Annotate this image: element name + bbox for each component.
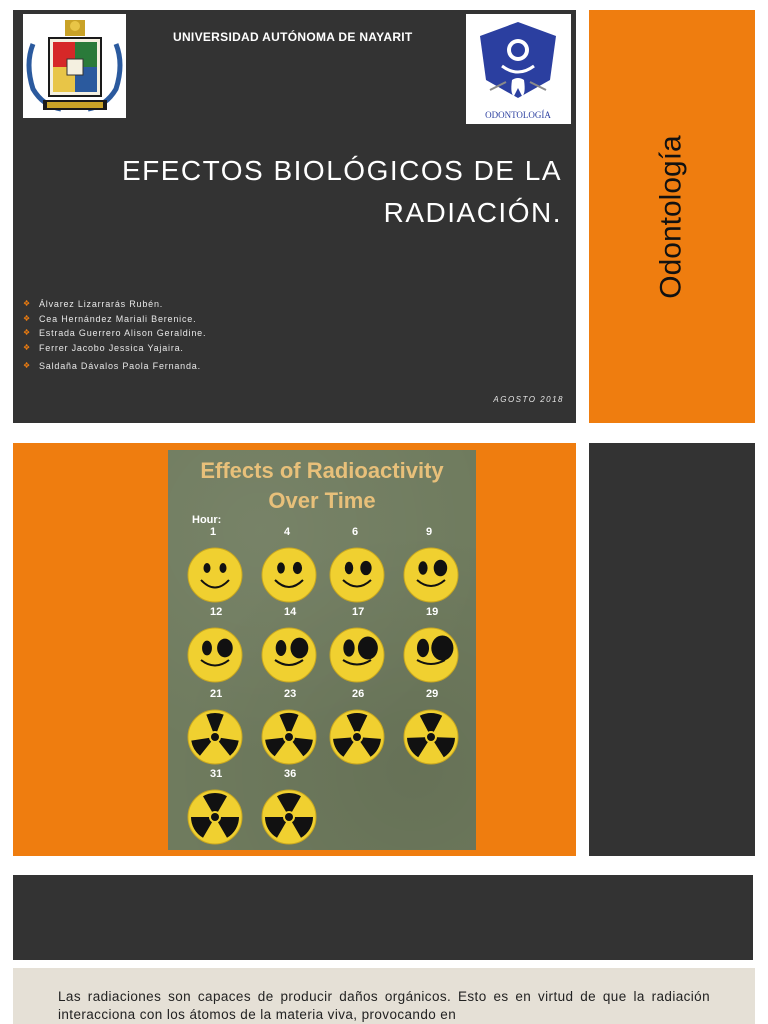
odontology-logo bbox=[466, 14, 571, 124]
trefoil-hub bbox=[353, 733, 361, 741]
side-dark-panel bbox=[589, 443, 755, 856]
hour-number: 21 bbox=[210, 688, 223, 700]
faces-grid bbox=[188, 526, 458, 844]
hour-label: Hour: bbox=[192, 514, 222, 526]
diamond-bullet-icon: ❖ bbox=[23, 299, 31, 309]
diamond-bullet-icon: ❖ bbox=[23, 328, 31, 338]
image-heading-line2: Over Time bbox=[268, 488, 376, 513]
face-eye bbox=[202, 641, 212, 656]
author-list-item bbox=[23, 326, 206, 341]
title-slide bbox=[13, 10, 576, 423]
hour-number: 19 bbox=[426, 606, 439, 618]
trefoil-hub bbox=[285, 813, 293, 821]
face-eye bbox=[360, 561, 371, 575]
diamond-bullet-icon: ❖ bbox=[23, 342, 31, 352]
face-eye bbox=[418, 561, 427, 575]
face-eye bbox=[343, 639, 354, 656]
trefoil-hub bbox=[427, 733, 435, 741]
hour-number: 14 bbox=[284, 606, 297, 618]
face-eye bbox=[417, 639, 429, 657]
diamond-bullet-icon: ❖ bbox=[23, 313, 31, 323]
author-name: Estrada Guerrero Alison Geraldine. bbox=[39, 328, 207, 339]
hour-number: 23 bbox=[284, 688, 297, 700]
author-name: Ferrer Jacobo Jessica Yajaira. bbox=[39, 342, 184, 353]
face-eye bbox=[431, 635, 453, 660]
paragraph-text: Las radiaciones son capaces de producir daños orgánicos. Esto es en virtud de que la radiación interacciona con los átomos de la materia viva, provocando en bbox=[58, 989, 710, 1022]
hour-number: 4 bbox=[284, 526, 291, 538]
face-eye bbox=[220, 563, 227, 573]
hour-number: 26 bbox=[352, 688, 365, 700]
trefoil-hub bbox=[285, 733, 293, 741]
smiley-face-icon bbox=[188, 628, 242, 682]
author-list-item bbox=[23, 297, 206, 312]
smiley-face-icon bbox=[404, 548, 458, 602]
face-eye bbox=[358, 637, 378, 660]
smiley-face-icon bbox=[330, 628, 384, 682]
image-heading-line1: Effects of Radioactivity bbox=[200, 458, 444, 483]
side-panel bbox=[589, 10, 755, 423]
diamond-bullet-icon: ❖ bbox=[23, 361, 31, 371]
author-name: Álvarez Lizarrarás Rubén. bbox=[39, 299, 164, 310]
face-eye bbox=[291, 638, 309, 659]
hour-number: 6 bbox=[352, 526, 359, 538]
bottom-dark-bar bbox=[13, 875, 753, 960]
odontology-logo-caption: ODONTOLOGÍA bbox=[485, 110, 551, 120]
university-name: UNIVERSIDAD AUTÓNOMA DE NAYARIT bbox=[173, 30, 413, 44]
hour-number: 12 bbox=[210, 606, 223, 618]
author-list-item bbox=[23, 341, 206, 356]
smiley-face-icon bbox=[262, 628, 316, 682]
radioactivity-effects-image bbox=[168, 450, 476, 850]
smiley-face-icon bbox=[262, 548, 316, 602]
presentation-title: EFECTOS BIOLÓGICOS DE LA RADIACIÓN. bbox=[121, 155, 562, 228]
hour-number: 1 bbox=[210, 526, 217, 538]
face-eye bbox=[217, 639, 233, 658]
author-name: Saldaña Dávalos Paola Fernanda. bbox=[39, 361, 201, 372]
hour-number: 17 bbox=[352, 606, 365, 618]
face-eye bbox=[345, 562, 353, 574]
trefoil-hub bbox=[211, 813, 219, 821]
author-list-item bbox=[23, 312, 206, 327]
trefoil-hub bbox=[211, 733, 219, 741]
hour-number: 36 bbox=[284, 768, 297, 780]
author-list-item bbox=[23, 359, 206, 374]
face-eye bbox=[434, 560, 447, 576]
smiley-face-icon bbox=[188, 548, 242, 602]
face-eye bbox=[204, 563, 211, 573]
hour-number: 31 bbox=[210, 768, 223, 780]
face-eye bbox=[277, 562, 285, 573]
hour-number: 9 bbox=[426, 526, 433, 538]
author-name: Cea Hernández Mariali Berenice. bbox=[39, 313, 197, 324]
author-list bbox=[23, 297, 206, 374]
radiation-slide bbox=[13, 443, 576, 856]
face-eye bbox=[276, 640, 287, 656]
presentation-date: AGOSTO 2018 bbox=[493, 395, 564, 404]
university-crest-logo bbox=[23, 14, 126, 118]
hour-number: 29 bbox=[426, 688, 439, 700]
side-panel-title: Odontología bbox=[655, 134, 688, 299]
text-panel bbox=[13, 968, 755, 1024]
face-eye bbox=[293, 562, 302, 574]
smiley-face-icon bbox=[330, 548, 384, 602]
